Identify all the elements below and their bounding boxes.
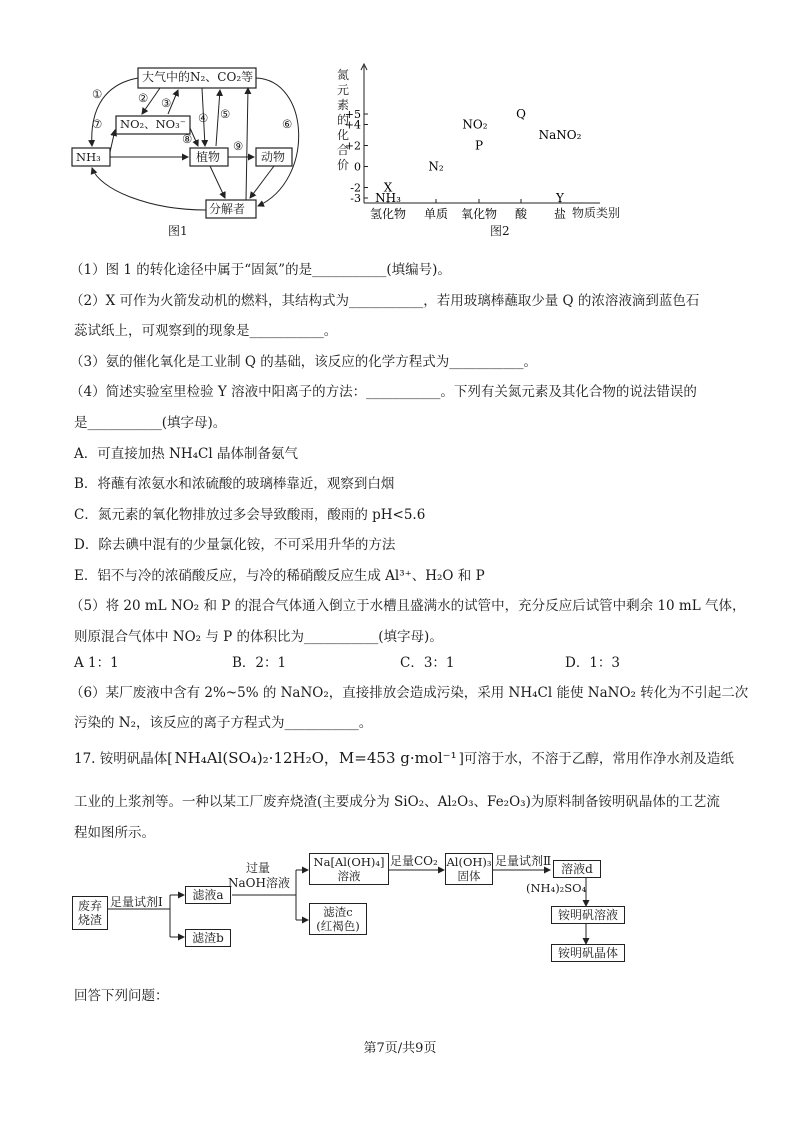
path-label-9: ⑨ [233, 139, 244, 153]
path-label-6: ⑥ [282, 117, 293, 131]
question-1: （1）图 1 的转化途径中属于“固氮”的是___________(填编号)。 [70, 262, 451, 278]
y-tick-label: +2 [344, 139, 361, 153]
question-3: （3）氨的催化氧化是工业制 Q 的基础，该反应的化学方程式为___________。 [70, 354, 537, 370]
path-label-8: ⑧ [182, 132, 193, 146]
path-label-3: ③ [161, 96, 172, 110]
flow-filtrate-a-box: 滤液a [185, 886, 231, 904]
flow-co2-label: 足量CO₂ [390, 854, 438, 868]
question-4-option-a: A．可直接加热 NH₄Cl 晶体制备氨气 [74, 446, 298, 462]
node-decomposer: 分解者 [209, 202, 246, 216]
question-5-option-c: C．3：1 [400, 655, 455, 671]
page-footer: 第7页/共9页 [363, 1041, 437, 1056]
y-tick-label: +4 [344, 118, 361, 132]
flow-residue-b-box: 滤渣b [185, 929, 231, 947]
node-plant: 植物 [196, 150, 221, 164]
y-tick-label: 0 [354, 160, 361, 174]
question-4-option-c: C．氮元素的氧化物排放过多会导致酸雨，酸雨的 pH<5.6 [74, 507, 426, 523]
flow-na-al-bottom: 溶液 [337, 869, 361, 883]
flow-naoh-bottom-label: NaOH溶液 [228, 876, 290, 890]
figure2-xlabel: 物质类别 [572, 206, 621, 220]
flow-na-al-box [309, 853, 389, 885]
flow-naoh-top-label: 过量 [246, 861, 271, 875]
point-label: P [474, 138, 484, 153]
x-category-label: 氢化物 [369, 207, 407, 221]
question-4-line1: （4）简述实验室里检验 Y 溶液中阳离子的方法：___________。下列有关氮元素及其化合物的说法错误的 [70, 384, 697, 400]
flow-residue-c-box [309, 903, 367, 935]
node-nox: NO₂、NO₃⁻ [120, 117, 186, 131]
node-animal: 动物 [261, 150, 286, 164]
question-2-line1: （2）X 可作为火箭发动机的燃料，其结构式为___________，若用玻璃棒蘸取少量 Q 的浓溶液滴到蓝色石 [70, 293, 700, 309]
question-17-formula: NH₄Al(SO₄)₂·12H₂O，M=453 g·mol⁻¹ [174, 749, 457, 767]
point-label: NH₃ [375, 191, 401, 205]
question-5-option-a: A 1：1 [74, 655, 119, 671]
point-label: Y [556, 191, 564, 205]
point-label: NO₂ [462, 117, 488, 132]
question-4-option-d: D．除去碘中混有的少量氯化铵，不可采用升华的方法 [74, 537, 396, 553]
figure2-ylabel: 氮元素的化合价 [337, 68, 350, 172]
point-label: N₂ [428, 159, 444, 174]
question-4-option-e: E．铝不与冷的浓硝酸反应，与冷的稀硝酸反应生成 Al³⁺、H₂O 和 P [74, 568, 485, 584]
question-6-line2: 污染的 N₂，该反应的离子方程式为___________。 [74, 715, 373, 731]
flow-aloh-box [445, 853, 493, 885]
question-4-option-b: B．将蘸有浓氨水和浓硫酸的玻璃棒靠近，观察到白烟 [74, 476, 395, 492]
figure1-caption: 图1 [168, 224, 188, 238]
question-5-option-b: B．2：1 [232, 655, 287, 671]
y-tick-label: -2 [350, 181, 361, 195]
path-label-4: ④ [198, 111, 209, 125]
flow-alum-solution-box: 铵明矾溶液 [551, 906, 625, 924]
node-nh3: NH₃ [76, 150, 101, 164]
x-category-label: 盐 [553, 207, 567, 221]
question-17-intro [74, 746, 734, 771]
point-label: Q [516, 107, 526, 121]
path-label-1: ① [92, 87, 103, 101]
flow-na-al-top: Na[Al(OH)₄] [313, 855, 385, 869]
question-17-prefix: 17. 铵明矾晶体[ [74, 751, 173, 767]
flow-residue-c-bottom: (红褐色) [316, 919, 360, 933]
flow-aloh-bottom: 固体 [457, 869, 481, 883]
path-label-2: ② [138, 91, 149, 105]
question-17-suffix: ]可溶于水，不溶于乙醇，常用作净水剂及造纸 [458, 751, 734, 767]
x-category-label: 酸 [514, 207, 528, 221]
path-label-7: ⑦ [92, 117, 103, 131]
flow-alum-crystal-box: 铵明矾晶体 [551, 944, 625, 962]
question-17-line3: 程如图所示。 [74, 825, 155, 841]
x-category-label: 氧化物 [460, 207, 498, 221]
question-2-line2: 蕊试纸上，可观察到的现象是___________。 [74, 323, 338, 339]
x-category-label: 单质 [423, 207, 449, 221]
flow-reagent2-label: 足量试剂Ⅱ [495, 854, 552, 868]
figure2-caption: 图2 [490, 224, 510, 238]
y-tick-label: +5 [344, 108, 361, 121]
y-tick-label: -3 [350, 192, 361, 205]
point-label: X [383, 180, 393, 195]
question-6-line1: （6）某厂废液中含有 2%~5% 的 NaNO₂，直接排放会造成污染，采用 NH₄Cl 能使 NaNO₂ 转化为不引起二次 [70, 685, 749, 701]
flow-residue-c-top: 滤渣c [323, 905, 353, 919]
flow-aloh-top: Al(OH)₃ [446, 855, 492, 869]
question-5-option-d: D．1：3 [565, 655, 621, 671]
flow-solution-d-box: 溶液d [553, 860, 601, 878]
node-atmosphere: 大气中的N₂、CO₂等 [142, 70, 254, 84]
question-5-line2: 则原混合气体中 NO₂ 与 P 的体积比为___________(填字母)。 [74, 629, 443, 645]
point-label: NaNO₂ [538, 128, 582, 142]
flow-nh4so4-label: (NH₄)₂SO₄ [526, 881, 587, 895]
question-17-line2: 工业的上浆剂等。一种以某工厂废弃烧渣(主要成分为 SiO₂、Al₂O₃、Fe₂O₃)为原料制备铵明矾晶体的工艺流 [74, 794, 720, 810]
question-17-answer-prompt: 回答下列问题： [74, 988, 169, 1004]
question-4-line2: 是___________(填字母)。 [74, 415, 227, 431]
flow-start-box: 废弃 烧渣 [72, 896, 108, 930]
path-label-5: ⑤ [220, 107, 231, 121]
question-5-line1: （5）将 20 mL NO₂ 和 P 的混合气体通入倒立于水槽且盛满水的试管中，充分反应后试管中剩余 10 mL 气体， [70, 598, 746, 614]
flow-reagent1-label: 足量试剂Ⅰ [110, 895, 163, 909]
